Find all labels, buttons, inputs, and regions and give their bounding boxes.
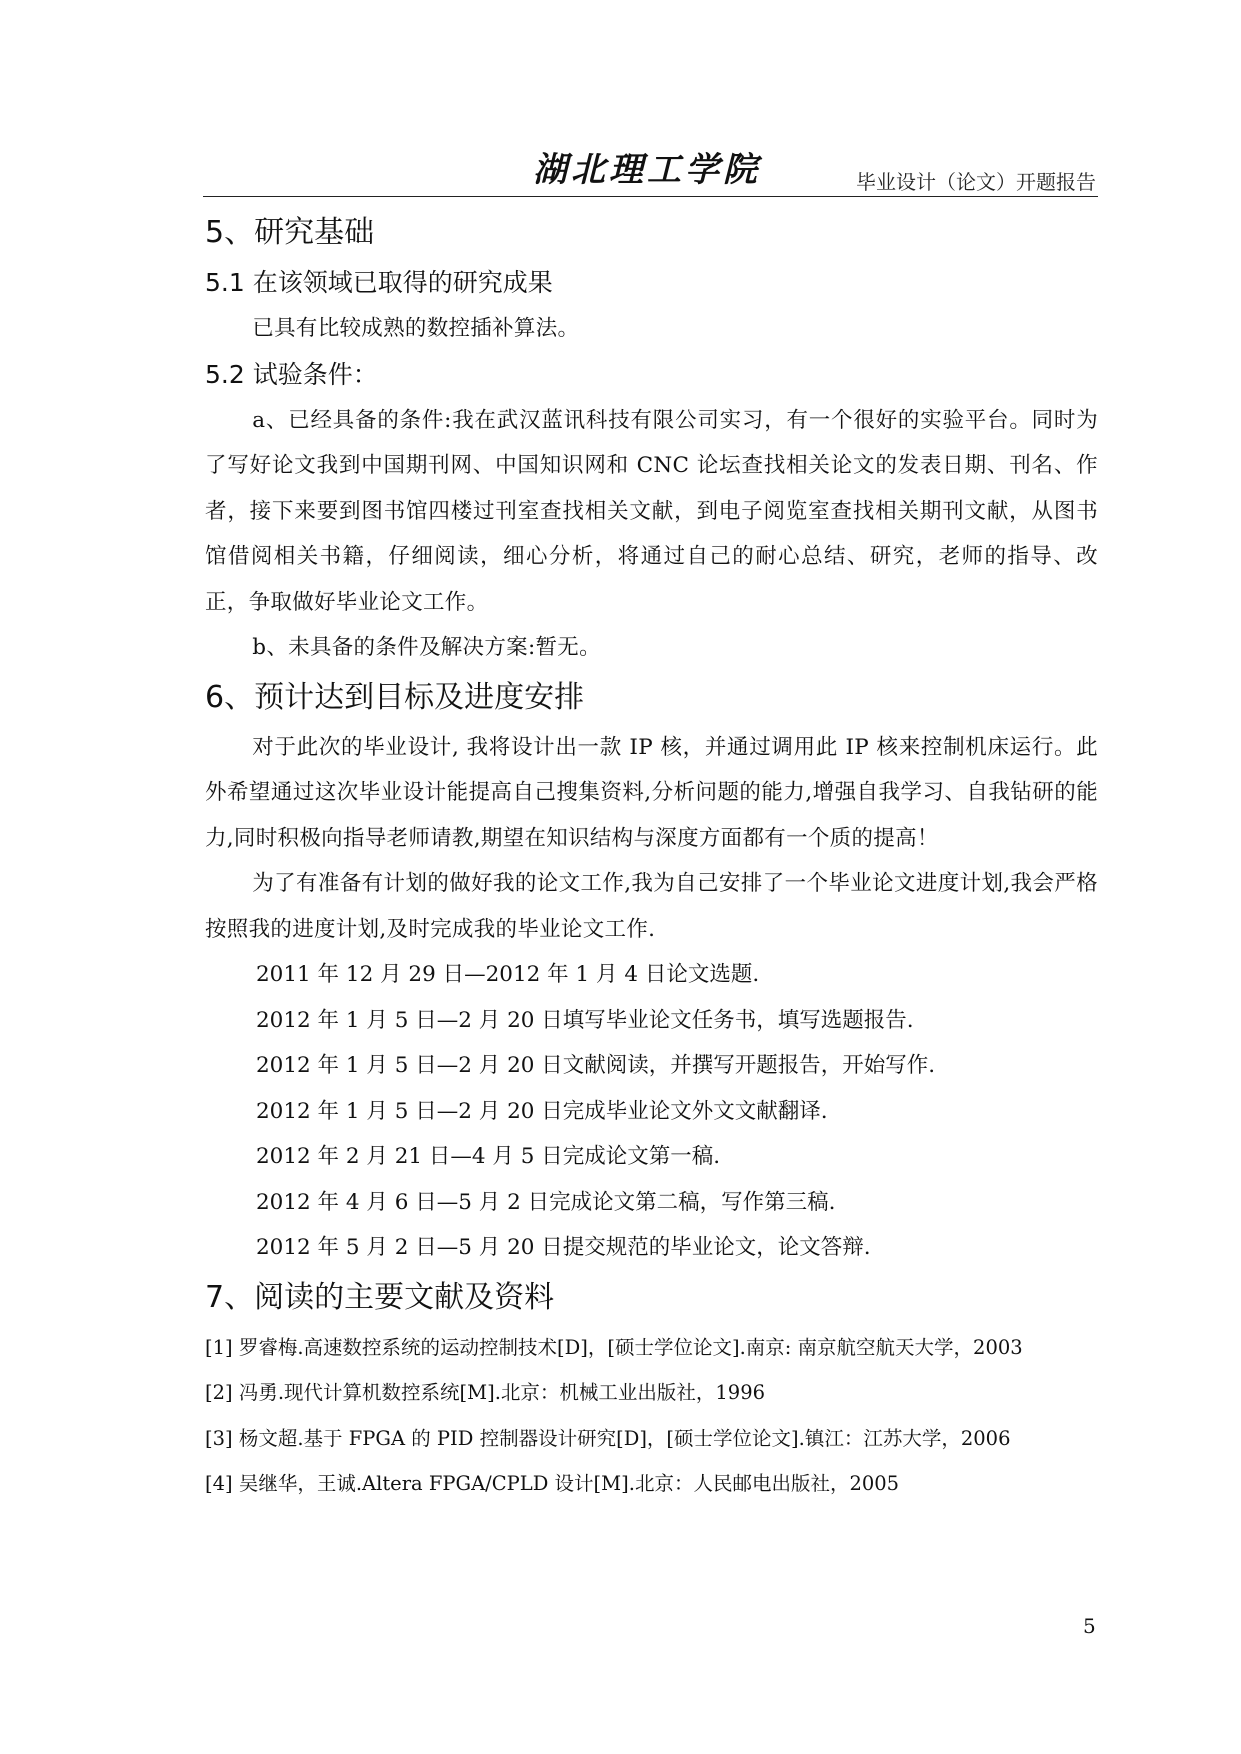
page-header bbox=[203, 140, 1098, 197]
page-number: 5 bbox=[1083, 1614, 1096, 1638]
reference-item: [4] 吴继华，王诚.Altera FPGA/CPLD 设计[M].北京：人民邮电出版社，2005 bbox=[205, 1472, 900, 1495]
paragraph-plan: 为了有准备有计划的做好我的论文工作,我为自己安排了一个毕业论文进度计划,我会严格按照我的进度计划,及时完成我的毕业论文工作. bbox=[205, 871, 1098, 942]
reference-item: [3] 杨文超.基于 FPGA 的 PID 控制器设计研究[D]，[硕士学位论文].镇江：江苏大学，2006 bbox=[205, 1426, 1011, 1450]
university-logo: 湖北理工学院 bbox=[533, 150, 761, 190]
schedule-item: 2012 年 2 月 21 日—4 月 5 日完成论文第一稿. bbox=[256, 1144, 721, 1169]
schedule-item: 2012 年 1 月 5 日—2 月 20 日文献阅读，并撰写开题报告，开始写作. bbox=[256, 1053, 936, 1078]
reference-item: [2] 冯勇.现代计算机数控系统[M].北京：机械工业出版社，1996 bbox=[205, 1381, 766, 1404]
reference-item: [1] 罗睿梅.高速数控系统的运动控制技术[D]，[硕士学位论文].南京: 南京航空航天大学，2003 bbox=[205, 1335, 1023, 1359]
section-heading-5: 5、研究基础 bbox=[205, 215, 375, 250]
section-heading-6: 6、预计达到目标及进度安排 bbox=[205, 679, 585, 715]
paragraph-conditions-a: a、已经具备的条件:我在武汉蓝讯科技有限公司实习，有一个很好的实验平台。同时为了写好论文我到中国期刊网、中国知识网和 CNC 论坛查找相关论文的发表日期、刊名、作者，接下来要到图书馆四楼过刊室查找相关文献，到电子阅览室查找相关期刊文献，从图书馆借阅相关书籍，仔细阅读，细心分析，将通过自己的耐心总结、研究，老师的指导、改正，争取做好毕业论文工作。 bbox=[205, 407, 1098, 615]
subheading-5-1: 5.1 在该领域已取得的研究成果 bbox=[205, 268, 553, 297]
paragraph-conditions-b: b、未具备的条件及解决方案:暂无。 bbox=[252, 635, 601, 660]
document-body bbox=[205, 206, 1098, 1507]
header-title: 毕业设计（论文）开题报告 bbox=[856, 170, 1096, 194]
paragraph-5-1: 已具有比较成熟的数控插补算法。 bbox=[252, 316, 580, 341]
schedule-item: 2011 年 12 月 29 日—2012 年 1 月 4 日论文选题. bbox=[256, 962, 760, 987]
schedule-item: 2012 年 5 月 2 日—5 月 20 日提交规范的毕业论文，论文答辩. bbox=[256, 1235, 871, 1260]
schedule-item: 2012 年 1 月 5 日—2 月 20 日填写毕业论文任务书，填写选题报告. bbox=[256, 1007, 914, 1033]
paragraph-goals: 对于此次的毕业设计, 我将设计出一款 IP 核，并通过调用此 IP 核来控制机床运行。此外希望通过这次毕业设计能提高自己搜集资料,分析问题的能力,增强自我学习、自我钻研的能力,同时积极向指导老师请教,期望在知识结构与深度方面都有一个质的提高！ bbox=[205, 734, 1098, 851]
schedule-item: 2012 年 4 月 6 日—5 月 2 日完成论文第二稿，写作第三稿. bbox=[256, 1189, 836, 1215]
section-heading-7: 7、阅读的主要文献及资料 bbox=[205, 1279, 555, 1315]
schedule-item: 2012 年 1 月 5 日—2 月 20 日完成毕业论文外文文献翻译. bbox=[256, 1098, 828, 1124]
subheading-5-2: 5.2 试验条件： bbox=[205, 359, 378, 389]
